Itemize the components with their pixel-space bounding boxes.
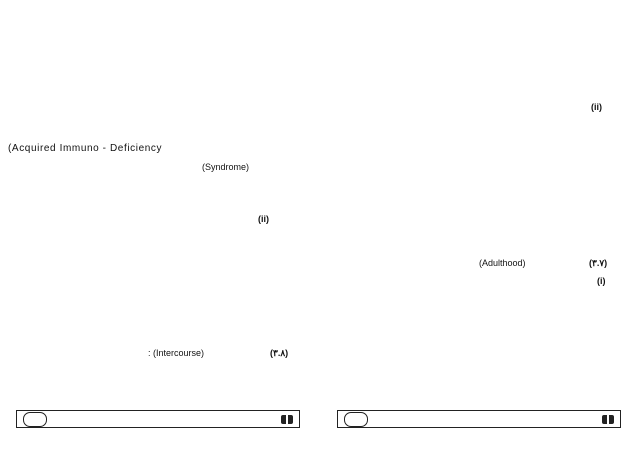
left-line [76, 280, 284, 294]
left-page-number [23, 412, 47, 427]
right-line [489, 308, 609, 322]
right-line [469, 356, 609, 370]
right-line [403, 116, 609, 130]
right-line [397, 148, 609, 162]
right-footer [337, 410, 621, 428]
left-line [156, 176, 266, 190]
right-line [423, 132, 609, 146]
right-section-ii-heading [459, 100, 591, 114]
right-line [389, 164, 609, 178]
left-section-38-number: (٣.٨) [270, 348, 289, 358]
right-line [475, 66, 595, 80]
book-icon [602, 415, 614, 424]
right-section-i-marker: (i) [597, 276, 606, 286]
left-line [150, 98, 256, 112]
left-footer [16, 410, 300, 428]
intercourse-term: : (Intercourse) [148, 348, 205, 358]
right-line [483, 340, 609, 354]
right-line [409, 18, 595, 32]
left-line [80, 296, 284, 310]
left-line [18, 378, 298, 392]
right-section-37-heading [555, 256, 589, 270]
right-line [455, 82, 595, 96]
left-line [148, 232, 284, 246]
left-section-ii-marker: (ii) [258, 214, 269, 224]
right-line [403, 324, 609, 338]
right-line [507, 372, 609, 386]
left-line [118, 82, 256, 96]
left-line [130, 66, 256, 80]
left-line [124, 248, 284, 262]
left-line [84, 312, 284, 326]
left-line [18, 392, 298, 406]
left-line [18, 364, 298, 378]
left-line [146, 114, 256, 128]
right-line [429, 228, 609, 242]
book-icon [281, 415, 293, 424]
left-section-38-heading [240, 346, 270, 360]
right-page [319, 0, 638, 451]
right-line [499, 388, 609, 402]
right-line [489, 50, 595, 64]
left-line [178, 130, 262, 144]
left-line [60, 160, 202, 174]
left-line [110, 18, 256, 32]
left-line [170, 192, 266, 206]
left-line [128, 50, 256, 64]
aids-term: (Acquired Immuno - Deficiency [8, 143, 163, 154]
syndrome-term: (Syndrome) [202, 162, 250, 172]
adulthood-term: (Adulthood) [479, 258, 526, 268]
right-line [437, 292, 609, 306]
right-section-i-heading [509, 274, 597, 288]
left-line [72, 328, 284, 342]
right-line [445, 212, 609, 226]
right-page-number [344, 412, 368, 427]
left-line [84, 264, 284, 278]
right-line [399, 180, 609, 194]
right-line [407, 196, 609, 210]
left-line [122, 34, 256, 48]
right-section-ii-marker: (ii) [591, 102, 602, 112]
right-line [465, 34, 595, 48]
right-section-37-number: (٣.٧) [589, 258, 608, 268]
